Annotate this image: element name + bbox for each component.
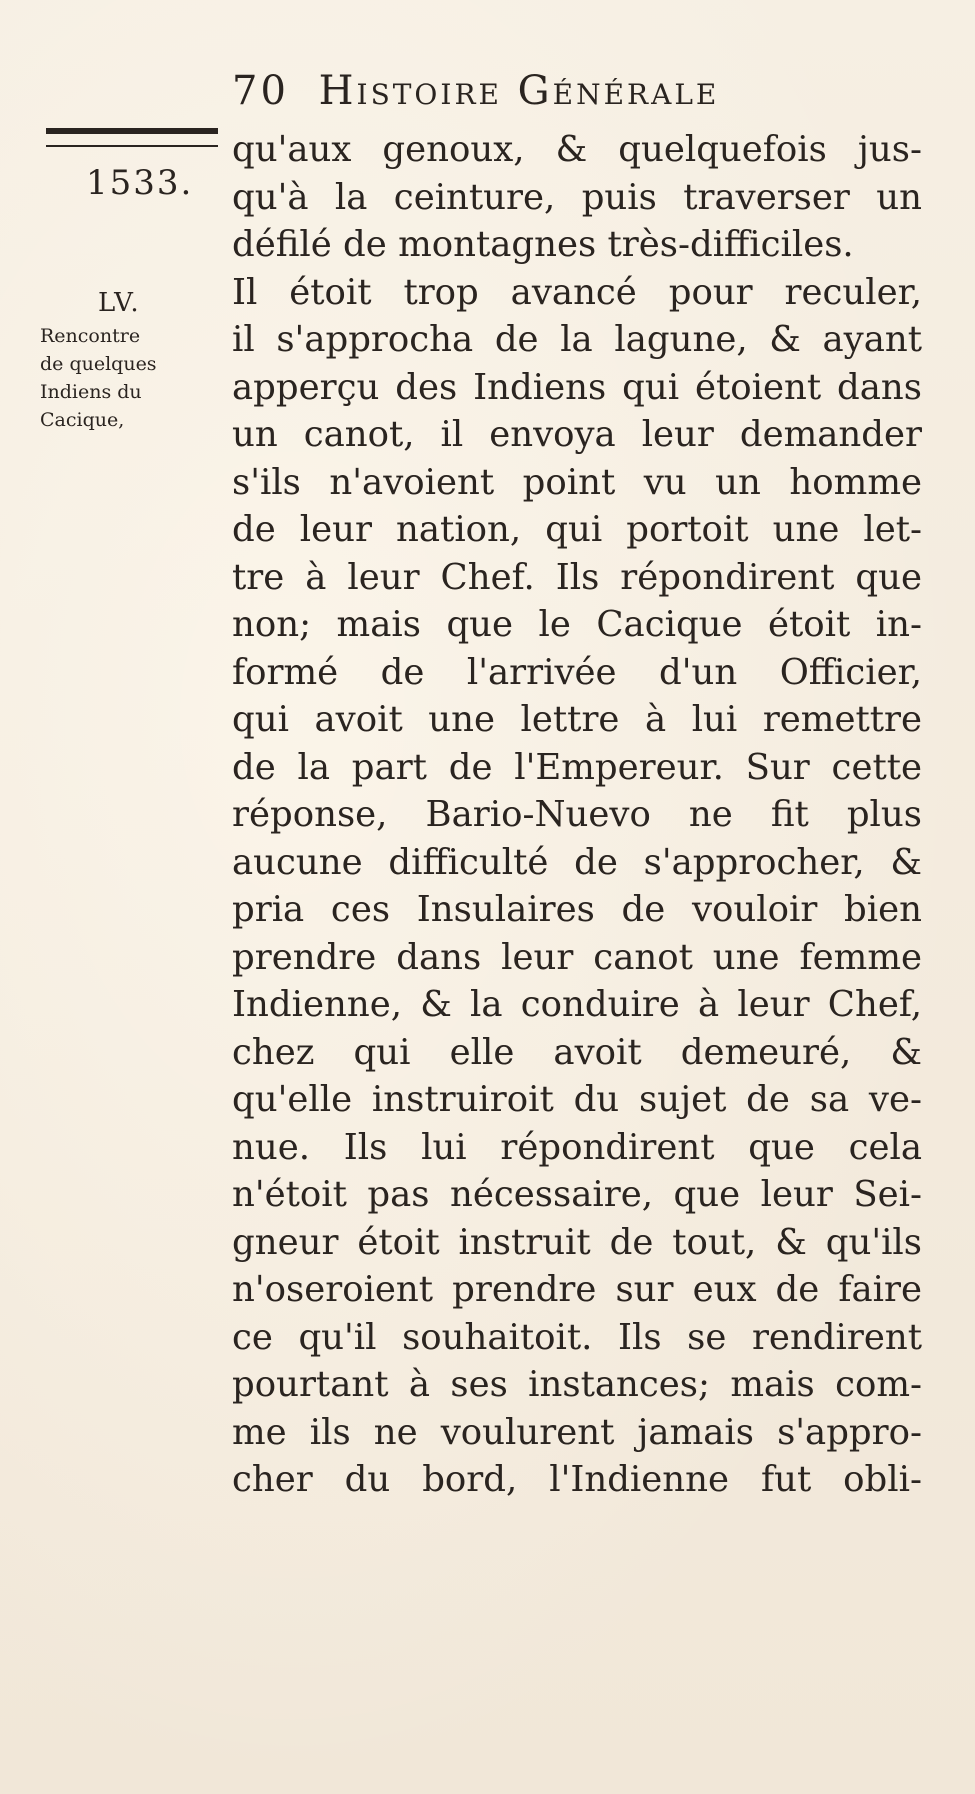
running-header xyxy=(232,68,852,114)
text-line: qui avoit une lettre à lui remettre xyxy=(232,699,922,740)
margin-note-line: Indiens du xyxy=(40,381,142,403)
text-line: réponse, Bario-Nuevo ne fit plus xyxy=(232,794,922,835)
margin-rule-thin xyxy=(46,145,218,147)
text-line: de la part de l'Empereur. Sur cette xyxy=(232,746,922,788)
text-line: me ils ne voulurent jamais s'appro- xyxy=(232,1411,922,1453)
text-line: Indienne, & la conduire à leur Chef, xyxy=(232,984,922,1025)
text-line: pria ces Insulaires de vouloir bien xyxy=(232,889,922,930)
text-line: apperçu des Indiens qui étoient dans xyxy=(232,366,922,408)
text-line: n'étoit pas nécessaire, que leur Sei- xyxy=(232,1174,922,1215)
text-line: un canot, il envoya leur demander xyxy=(232,414,922,455)
text-line: aucune difficulté de s'approcher, & xyxy=(232,841,922,883)
text-line: n'oseroient prendre sur eux de faire xyxy=(232,1269,922,1310)
text-line: tre à leur Chef. Ils répondirent que xyxy=(232,556,922,598)
margin-note-line: Cacique, xyxy=(40,409,125,431)
text-line: il s'approcha de la lagune, & ayant xyxy=(232,319,922,360)
text-line: qu'à la ceinture, puis traverser un xyxy=(232,176,922,218)
margin-note xyxy=(40,322,230,434)
text-line: défilé de montagnes très-difficiles. xyxy=(232,224,854,265)
text-line: s'ils n'avoient point vu un homme xyxy=(232,461,922,503)
text-line: formé de l'arrivée d'un Officier, xyxy=(232,651,922,693)
text-line: prendre dans leur canot une femme xyxy=(232,936,922,978)
text-line: qu'elle instruiroit du sujet de sa ve- xyxy=(232,1079,922,1120)
margin-rule-thick xyxy=(46,128,218,134)
section-number: LV. xyxy=(98,288,141,318)
margin-year: 1533. xyxy=(86,163,194,203)
text-line: gneur étoit instruit de tout, & qu'ils xyxy=(232,1221,922,1263)
text-line: Il étoit trop avancé pour reculer, xyxy=(232,271,922,313)
text-line: non; mais que le Cacique étoit in- xyxy=(232,604,922,645)
running-title: Histoire Générale xyxy=(318,68,720,114)
text-line: pourtant à ses instances; mais com- xyxy=(232,1364,922,1405)
page-number: 70 xyxy=(232,68,289,114)
text-line: qu'aux genoux, & quelquefois jus- xyxy=(232,129,922,170)
text-line: ce qu'il souhaitoit. Ils se rendirent xyxy=(232,1316,922,1358)
margin-note-line: de quelques xyxy=(40,353,157,375)
text-line: cher du bord, l'Indienne fut obli- xyxy=(232,1459,922,1500)
text-line: nue. Ils lui répondirent que cela xyxy=(232,1126,922,1168)
margin-note-line: Rencontre xyxy=(40,325,141,347)
text-line: de leur nation, qui portoit une let- xyxy=(232,509,922,550)
body-text xyxy=(232,126,922,1504)
text-line: chez qui elle avoit demeuré, & xyxy=(232,1031,922,1073)
